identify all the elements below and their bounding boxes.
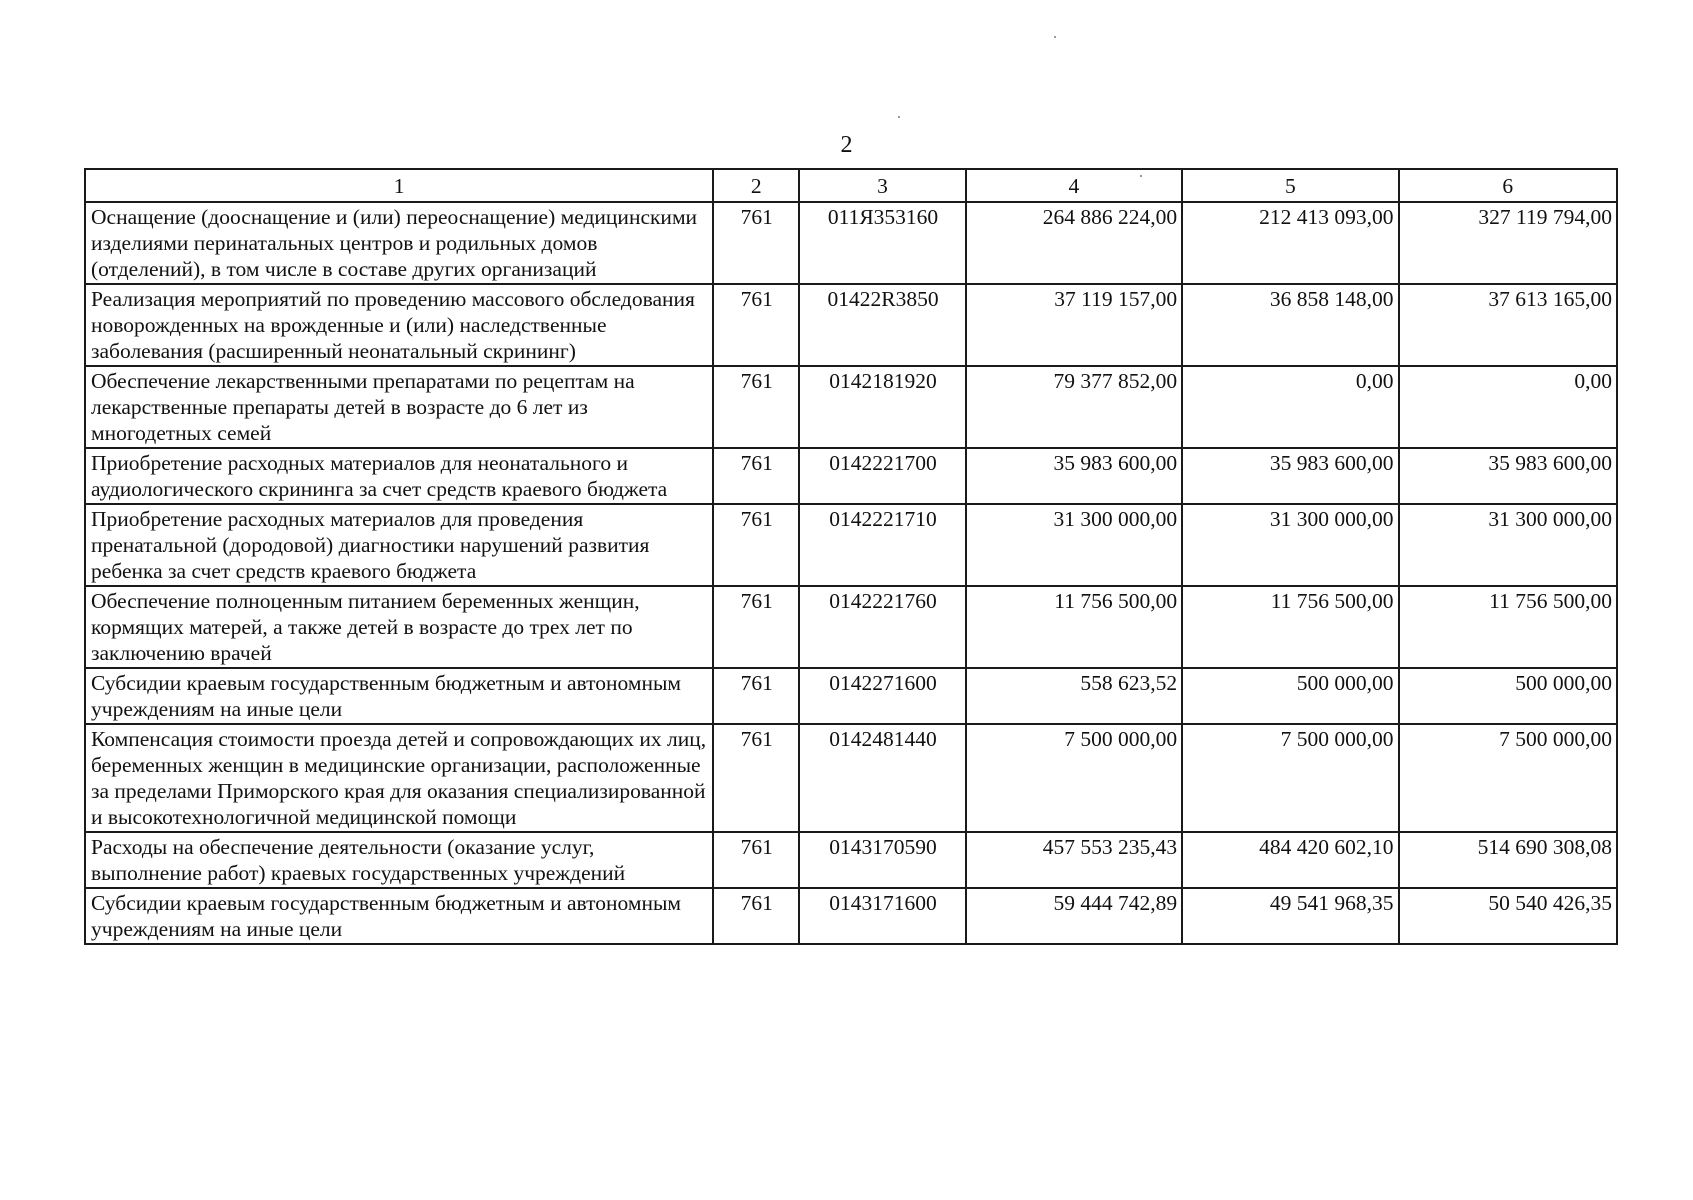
row-value-4: 264 886 224,00 <box>966 202 1182 284</box>
scan-speck <box>898 116 900 118</box>
row-value-5: 0,00 <box>1182 366 1398 448</box>
row-csr-code: 0142481440 <box>799 724 965 832</box>
row-value-5: 500 000,00 <box>1182 668 1398 724</box>
row-value-4: 31 300 000,00 <box>966 504 1182 586</box>
row-csr-code: 0143170590 <box>799 832 965 888</box>
column-header-5: 5 <box>1182 169 1398 202</box>
page-number: 2 <box>840 132 853 158</box>
row-value-6: 50 540 426,35 <box>1399 888 1617 944</box>
table-row <box>85 448 1617 504</box>
row-value-6: 0,00 <box>1399 366 1617 448</box>
row-csr-code: 0142221760 <box>799 586 965 668</box>
row-value-6: 31 300 000,00 <box>1399 504 1617 586</box>
row-value-5: 49 541 968,35 <box>1182 888 1398 944</box>
row-csr-code: 0143171600 <box>799 888 965 944</box>
row-value-6: 327 119 794,00 <box>1399 202 1617 284</box>
header-row <box>85 169 1617 202</box>
column-header-2: 2 <box>713 169 799 202</box>
row-value-4: 35 983 600,00 <box>966 448 1182 504</box>
row-csr-code: 01422R3850 <box>799 284 965 366</box>
row-value-6: 7 500 000,00 <box>1399 724 1617 832</box>
row-csr-code: 011Я353160 <box>799 202 965 284</box>
row-gr-code: 761 <box>713 724 799 832</box>
row-name: Компенсация стоимости проезда детей и сопровождающих их лиц, беременных женщин в медицинские организации, расположенные за пределами Приморского края для оказания специализированной и высокотехнологичной медицинской помощи <box>85 724 713 832</box>
column-header-6: 6 <box>1399 169 1617 202</box>
row-value-5: 11 756 500,00 <box>1182 586 1398 668</box>
row-name: Реализация мероприятий по проведению массового обследования новорожденных на врожденные и (или) наследственные заболевания (расширенный неонатальный скрининг) <box>85 284 713 366</box>
row-value-6: 514 690 308,08 <box>1399 832 1617 888</box>
row-value-5: 36 858 148,00 <box>1182 284 1398 366</box>
row-gr-code: 761 <box>713 668 799 724</box>
table-row <box>85 366 1617 448</box>
table-row <box>85 284 1617 366</box>
row-gr-code: 761 <box>713 202 799 284</box>
row-value-5: 35 983 600,00 <box>1182 448 1398 504</box>
row-gr-code: 761 <box>713 586 799 668</box>
row-value-4: 558 623,52 <box>966 668 1182 724</box>
table-row <box>85 832 1617 888</box>
row-value-5: 212 413 093,00 <box>1182 202 1398 284</box>
table-row <box>85 586 1617 668</box>
row-value-4: 457 553 235,43 <box>966 832 1182 888</box>
column-header-3: 3 <box>799 169 965 202</box>
row-csr-code: 0142221700 <box>799 448 965 504</box>
row-name: Оснащение (дооснащение и (или) переоснащение) медицинскими изделиями перинатальных центров и родильных домов (отделений), в том числе в составе других организаций <box>85 202 713 284</box>
table-row <box>85 724 1617 832</box>
row-gr-code: 761 <box>713 832 799 888</box>
row-value-4: 7 500 000,00 <box>966 724 1182 832</box>
row-gr-code: 761 <box>713 448 799 504</box>
row-gr-code: 761 <box>713 284 799 366</box>
row-value-4: 37 119 157,00 <box>966 284 1182 366</box>
column-header-1: 1 <box>85 169 713 202</box>
row-gr-code: 761 <box>713 366 799 448</box>
row-name: Приобретение расходных материалов для неонатального и аудиологического скрининга за счет средств краевого бюджета <box>85 448 713 504</box>
row-csr-code: 0142181920 <box>799 366 965 448</box>
row-value-5: 7 500 000,00 <box>1182 724 1398 832</box>
row-value-6: 37 613 165,00 <box>1399 284 1617 366</box>
row-name: Субсидии краевым государственным бюджетным и автономным учреждениям на иные цели <box>85 668 713 724</box>
row-gr-code: 761 <box>713 888 799 944</box>
table-row <box>85 202 1617 284</box>
row-name: Приобретение расходных материалов для проведения пренатальной (дородовой) диагностики нарушений развития ребенка за счет средств краевого бюджета <box>85 504 713 586</box>
row-name: Обеспечение лекарственными препаратами по рецептам на лекарственные препараты детей в возрасте до 6 лет из многодетных семей <box>85 366 713 448</box>
row-name: Обеспечение полноценным питанием беременных женщин, кормящих матерей, а также детей в возрасте до трех лет по заключению врачей <box>85 586 713 668</box>
table-row <box>85 888 1617 944</box>
row-value-6: 11 756 500,00 <box>1399 586 1617 668</box>
row-value-4: 11 756 500,00 <box>966 586 1182 668</box>
row-csr-code: 0142221710 <box>799 504 965 586</box>
row-value-4: 79 377 852,00 <box>966 366 1182 448</box>
row-value-5: 31 300 000,00 <box>1182 504 1398 586</box>
table-row <box>85 504 1617 586</box>
table-row <box>85 668 1617 724</box>
row-gr-code: 761 <box>713 504 799 586</box>
row-name: Субсидии краевым государственным бюджетным и автономным учреждениям на иные цели <box>85 888 713 944</box>
row-value-6: 35 983 600,00 <box>1399 448 1617 504</box>
budget-table <box>84 168 1618 945</box>
row-value-5: 484 420 602,10 <box>1182 832 1398 888</box>
column-header-4: 4 <box>966 169 1182 202</box>
row-value-4: 59 444 742,89 <box>966 888 1182 944</box>
row-name: Расходы на обеспечение деятельности (оказание услуг, выполнение работ) краевых государственных учреждений <box>85 832 713 888</box>
row-csr-code: 0142271600 <box>799 668 965 724</box>
row-value-6: 500 000,00 <box>1399 668 1617 724</box>
scan-speck <box>1054 36 1056 38</box>
